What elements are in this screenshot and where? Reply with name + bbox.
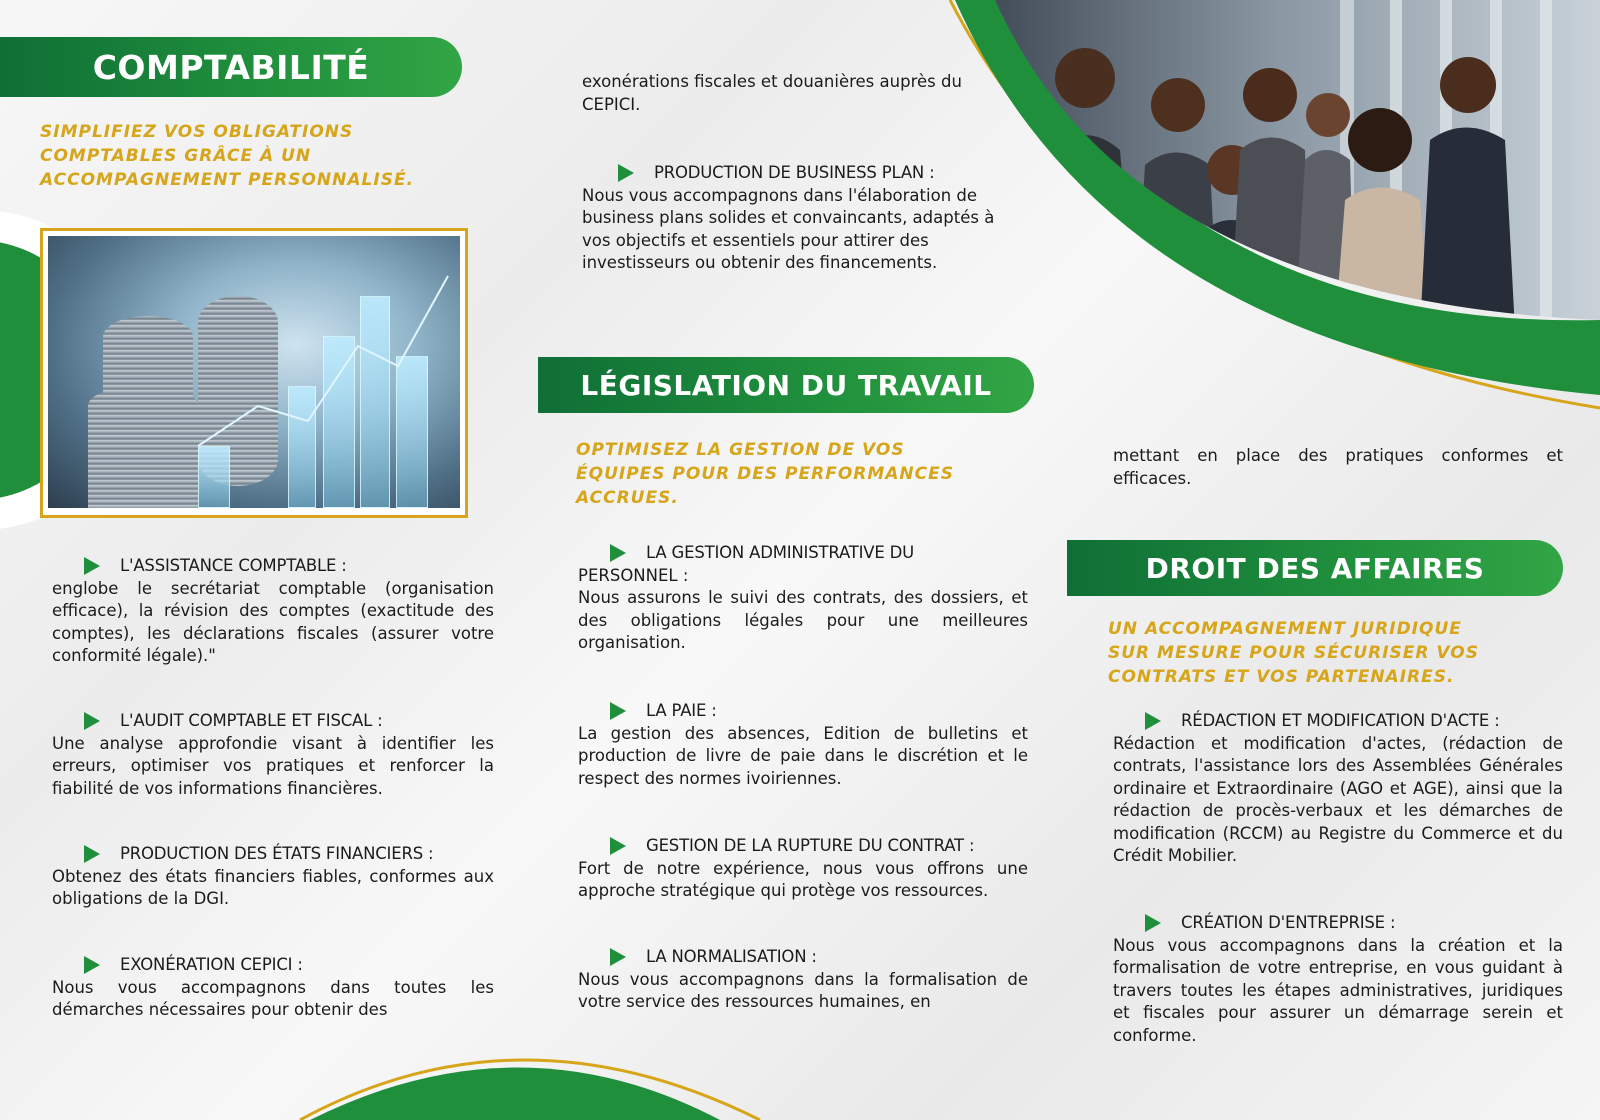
- comptabilite-title: COMPTABILITÉ: [92, 47, 370, 87]
- item-body: Fort de notre expérience, nous vous offrons une approche stratégique qui protège vos ressources.: [578, 858, 1028, 900]
- service-redaction-acte: [1113, 710, 1563, 868]
- service-assistance-comptable: [52, 555, 494, 668]
- item-heading: GESTION DE LA RUPTURE DU CONTRAT :: [646, 836, 975, 855]
- bottom-green-arc: [310, 1068, 720, 1120]
- item-heading: LA NORMALISATION :: [646, 947, 817, 966]
- item-heading: LA PAIE :: [646, 701, 717, 720]
- service-paie: [578, 700, 1028, 790]
- tagline-line: SIMPLIFIEZ VOS OBLIGATIONS: [40, 122, 354, 142]
- item-heading: CRÉATION D'ENTREPRISE :: [1181, 913, 1396, 932]
- item-heading: L'AUDIT COMPTABLE ET FISCAL :: [120, 711, 383, 730]
- bullet-triangle-icon: [84, 956, 100, 974]
- normalisation-continuation: mettant en place des pratiques conformes et efficaces.: [1113, 446, 1563, 488]
- bullet-triangle-icon: [84, 557, 100, 575]
- item-body: Nous assurons le suivi des contrats, des dossiers, et des obligations légales pour une meilleures organisation.: [578, 588, 1028, 652]
- legislation-title: LÉGISLATION DU TRAVAIL: [580, 368, 992, 402]
- tagline-line: SUR MESURE POUR SÉCURISER VOS: [1108, 643, 1479, 663]
- finance-photo: [48, 236, 460, 508]
- item-heading: RÉDACTION ET MODIFICATION D'ACTE :: [1181, 711, 1500, 730]
- exoneration-continuation: exonérations fiscales et douanières auprès du CEPICI.: [582, 72, 962, 114]
- item-body: Nous vous accompagnons dans toutes les démarches nécessaires pour obtenir des: [52, 977, 494, 1019]
- item-body: La gestion des absences, Edition de bulletins et production de livre de paie dans le discrétion et le respect des normes ivoiriennes.: [578, 723, 1028, 788]
- service-audit: [52, 710, 494, 800]
- bullet-triangle-icon: [610, 837, 626, 855]
- item-body: englobe le secrétariat comptable (organisation efficace), la révision des comptes (exactitude des comptes), les déclarations fiscales (assurer votre conformité légale).": [52, 578, 494, 665]
- bullet-triangle-icon: [1145, 914, 1161, 932]
- item-body: Nous vous accompagnons dans l'élaboration de business plans solides et convaincants, adaptés à vos objectifs et essentiels pour attirer des investisseurs ou obtenir des financements.: [582, 185, 995, 272]
- comptabilite-tagline: [40, 120, 460, 192]
- item-heading: PRODUCTION DES ÉTATS FINANCIERS :: [120, 844, 434, 863]
- bullet-triangle-icon: [1145, 712, 1161, 730]
- bullet-triangle-icon: [618, 164, 634, 182]
- droit-affaires-banner: [1067, 540, 1563, 596]
- team-photo: [960, 0, 1600, 330]
- legislation-tagline: [576, 438, 1036, 510]
- service-etats-financiers: [52, 843, 494, 911]
- tagline-line: ACCOMPAGNEMENT PERSONNALISÉ.: [40, 170, 415, 190]
- legislation-banner: [538, 357, 1034, 413]
- item-heading-continued: PERSONNEL :: [578, 565, 689, 585]
- service-normalisation: [578, 946, 1028, 1014]
- tagline-line: ACCRUES.: [576, 488, 679, 508]
- tagline-line: OPTIMISEZ LA GESTION DE VOS: [576, 440, 905, 460]
- item-heading: EXONÉRATION CEPICI :: [120, 955, 303, 974]
- tagline-line: CONTRATS ET VOS PARTENAIRES.: [1108, 667, 1455, 687]
- item-body: Nous vous accompagnons dans la création et la formalisation de votre entreprise, en vous guidant à travers toutes les étapes administratives, juridiques et fiscales pour assurer un démarrage serein et conforme.: [1113, 935, 1563, 1045]
- item-body: Nous vous accompagnons dans la formalisation de votre service des ressources humaines, en: [578, 969, 1028, 1011]
- service-creation-entreprise: [1113, 912, 1563, 1047]
- tagline-line: ÉQUIPES POUR DES PERFORMANCES: [576, 464, 954, 484]
- bullet-triangle-icon: [84, 712, 100, 730]
- comptabilite-banner: [0, 37, 462, 97]
- droit-affaires-tagline: [1108, 617, 1578, 689]
- tagline-line: COMPTABLES GRÂCE À UN: [40, 146, 312, 166]
- service-rupture-contrat: [578, 835, 1028, 903]
- person-silhouettes: [1040, 48, 1515, 330]
- bullet-triangle-icon: [84, 845, 100, 863]
- item-heading: PRODUCTION DE BUSINESS PLAN :: [654, 163, 935, 182]
- bullet-triangle-icon: [610, 702, 626, 720]
- service-business-plan: [582, 162, 1022, 275]
- item-body: Rédaction et modification d'actes, (rédaction de contrats, l'assistance lors des Assemblées Générales ordinaire et Extraordinaire (AGO et AGE), ainsi que la rédaction de procès-verbaux et les démarches de modification (RCCM) au Registre du Commerce et du Crédit Mobilier.: [1113, 733, 1563, 865]
- service-exoneration: [52, 954, 494, 1022]
- bullet-triangle-icon: [610, 948, 626, 966]
- droit-affaires-title: DROIT DES AFFAIRES: [1145, 551, 1485, 585]
- service-gestion-administrative: [578, 542, 1028, 655]
- bullet-triangle-icon: [610, 544, 626, 562]
- item-body: Obtenez des états financiers fiables, conformes aux obligations de la DGI.: [52, 866, 494, 908]
- item-body: Une analyse approfondie visant à identifier les erreurs, optimiser vos pratiques et renforcer la fiabilité de vos informations financières.: [52, 733, 494, 798]
- tagline-line: UN ACCOMPAGNEMENT JURIDIQUE: [1108, 619, 1462, 639]
- item-heading: L'ASSISTANCE COMPTABLE :: [120, 556, 347, 575]
- item-heading: LA GESTION ADMINISTRATIVE DU: [646, 543, 915, 562]
